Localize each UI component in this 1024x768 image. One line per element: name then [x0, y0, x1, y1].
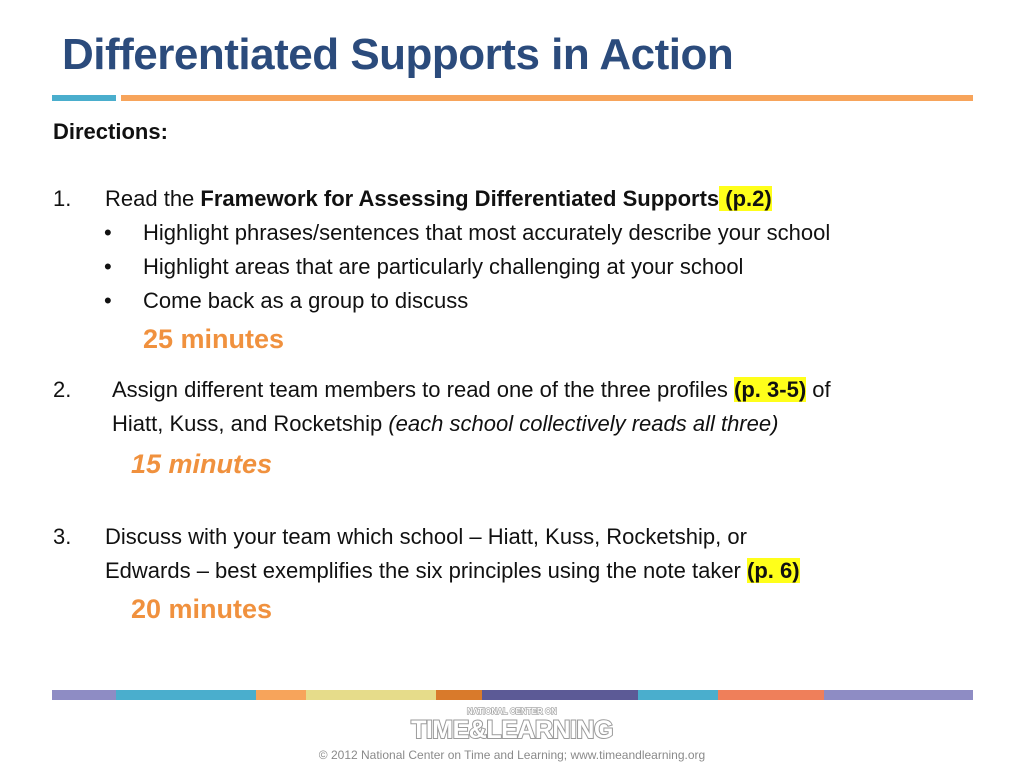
item-1-prefix: Read the — [105, 186, 201, 211]
item-3-text: Edwards – best exemplifies the six principles using the note taker — [105, 558, 747, 583]
color-bar-segment — [436, 690, 482, 700]
item-1-page-ref: (p.2) — [719, 186, 772, 211]
color-bar-segment — [52, 690, 116, 700]
color-bar-segment — [306, 690, 436, 700]
footer-color-bar — [52, 690, 973, 700]
color-bar-segment — [824, 690, 973, 700]
item-3-number: 3. — [53, 524, 72, 549]
item-2-line-2 — [112, 413, 778, 435]
color-bar-segment — [482, 690, 638, 700]
bullet-3-text: Come back as a group to discuss — [143, 288, 469, 313]
color-bar-segment — [638, 690, 718, 700]
color-bar-segment — [256, 690, 306, 700]
item-3-line-1: Discuss with your team which school – Hiatt, Kuss, Rocketship, or — [105, 524, 747, 549]
title-underline-accent — [52, 95, 116, 101]
item-1-time: 25 minutes — [143, 324, 285, 354]
item-2-suffix: of — [806, 377, 831, 402]
logo-top-text: NATIONAL CENTER ON — [467, 707, 557, 716]
item-3-time: 20 minutes — [131, 594, 273, 624]
bullet-2: • — [104, 254, 112, 279]
item-2-line-1 — [112, 379, 831, 401]
item-2-number: 2. — [53, 377, 72, 402]
slide-title: Differentiated Supports in Action — [62, 30, 734, 79]
item-3-line-2 — [105, 560, 800, 582]
ncotl-logo — [411, 705, 613, 744]
color-bar-segment — [116, 690, 256, 700]
copyright-footer: © 2012 National Center on Time and Learning; www.timeandlearning.org — [318, 748, 706, 762]
item-2-time: 15 minutes — [131, 449, 273, 479]
bullet-1: • — [104, 220, 112, 245]
item-3-page-ref: (p. 6) — [747, 558, 800, 583]
title-underline — [121, 95, 973, 101]
item-2-note: (each school collectively reads all three) — [388, 411, 779, 436]
item-1-text — [105, 188, 772, 210]
color-bar-segment — [718, 690, 824, 700]
bullet-3: • — [104, 288, 112, 313]
directions-label: Directions: — [53, 119, 168, 144]
logo-main-text: TIME&LEARNING — [411, 716, 613, 744]
item-2-text: Assign different team members to read one of the three profiles — [112, 377, 735, 402]
framework-title: Framework for Assessing Differentiated Supports — [200, 186, 720, 211]
item-1-number: 1. — [53, 186, 72, 211]
item-2-page-ref: (p. 3-5) — [734, 377, 807, 402]
item-2-schools: Hiatt, Kuss, and Rocketship — [112, 411, 389, 436]
bullet-1-text: Highlight phrases/sentences that most accurately describe your school — [143, 220, 831, 245]
bullet-2-text: Highlight areas that are particularly challenging at your school — [143, 254, 744, 279]
